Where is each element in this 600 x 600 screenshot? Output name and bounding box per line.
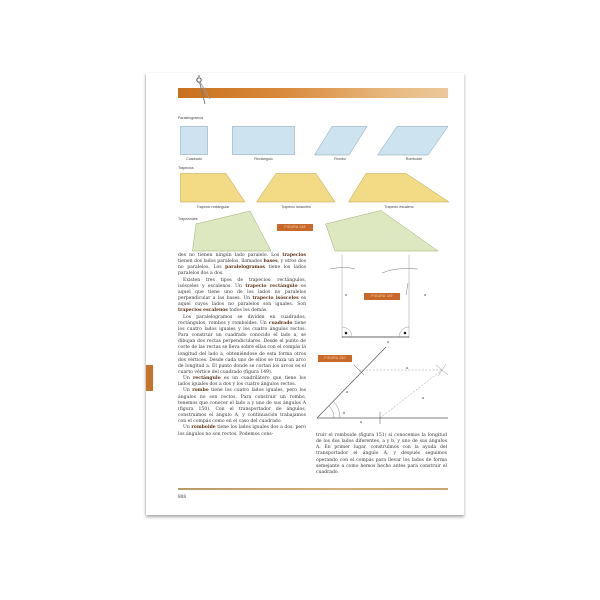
figure-149-tag: FIGURA 149 [364,293,400,300]
paragraph: Un rectángulo es un cuadrilátero que tiene los lados iguales dos a dos y los cuatro ángulos rectos. [178,376,306,388]
shape-rectangulo [232,126,298,156]
paragraph: Un rombo tiene los cuatro lados iguales, pero los ángulos no son rectos. Para construir un rombo, tenemos que conocer el lado a y uno de sus ángulos A (figura 150). Con el transportador de ángulos, construimos el ángulo A, y continuación trabajamos con el compás como en el caso del cuadrado. [178,388,306,425]
paragraph: des no tienen ningún lado paralelo. Los trapecios tienen dos lados paralelos, llamados bases, y otros dos no paralelos. Los paralelogramos tiene los lados paralelos dos a dos. [178,253,307,277]
shape-trapecio-escaleno [348,173,450,203]
text-column-right [316,433,447,476]
shape-trapecio-isosceles [256,173,336,203]
shape-trapezoide-2 [325,210,439,252]
compass-icon [193,75,213,105]
fig149-label-right: a [424,293,426,297]
page-number: 808 [178,494,186,499]
bold-term: paralelogramos [225,265,265,271]
section-title-trapecios: Trapecios [178,166,194,170]
section-title-trapezoides: Trapezoides [178,217,198,221]
bold-term: bases [263,259,278,265]
shape-cuadrado [180,126,210,156]
bold-term: rombo [192,388,209,394]
figure-148-tag: FIGURA 148 [277,224,313,231]
bold-term: rectángulo [193,376,221,382]
footer-rule [178,488,448,490]
shape-trapezoide-1 [192,210,272,252]
label-rombo: Rombo [334,157,346,161]
label-trapecio-escaleno: Trapecio escaleno [384,205,414,209]
bold-term: trapecios escalenos [178,308,228,314]
fig150-label-diag-left: a [346,390,348,394]
label-trapecio-isosceles: Trapecio isósceles [281,205,311,209]
fig150-label-angle: A [342,411,346,415]
label-trapecio-rectangular: Trapecio rectangular [196,205,230,209]
chapter-header-bar [178,88,448,98]
fig150-label-top: a [406,366,408,370]
bold-term: cuadrado [268,320,293,326]
paragraph: Los paralelogramos se dividen en cuadrados, rectángulos, rombos y romboides. Un cuadrado tiene los cuatro lados iguales y los cuatro ángulos rectos. Para construir un cuadrado conocido el lado a, se dibujan dos rectas perpendiculares. Desde el punto de corte de las rectas se lleva sobre ellas con el compás la longitud del lado a, obteniéndose de esta forma otros dos vértices. Desde cada uno de ellos se traza un arco de longitud a. El punto donde se cortan los arcos es el cuarto vértice del cuadrado (figura 149). [178,314,306,375]
label-cuadrado: Cuadrado [186,157,202,161]
figure-150-tag: FIGURA 150 [318,355,352,362]
shape-trapecio-rectangular [180,173,246,203]
fig149-label-bottom: a [387,340,389,344]
paragraph: truir el romboide (figura 151) si conocemos la longitud de los dos lados diferentes, a y b, y uno de sus ángulos A. En primer lugar, construimos con la ayuda del transportador el ángulo A, y después seguimos operando con el compás para llevar los lados de forma semejante a como hemos hecho antes para construir el cuadrado. [316,433,447,475]
paragraph: Existen tres tipos de trapecios: rectángulos, isósceles y escalenos. Un trapecio rectángulo es aquel que tiene uno de los lados no paralelos perpendicular a las bases. Un trapecio isósceles es aquel cuyos lados no paralelos son iguales. Son trapecios escalenos todos los demás. [178,277,306,314]
text-column-left [178,253,306,438]
bold-term: romboide [191,425,216,431]
bold-term: trapecio rectángulo [245,283,298,289]
bold-term: trapecio isósceles [252,296,299,302]
chapter-side-tab [146,365,153,391]
label-rectangulo: Rectángulo [254,157,273,161]
label-romboide: Romboide [405,157,423,161]
shape-rombo [314,126,368,156]
paragraph: Un romboide tiene los lados iguales dos a dos, pero los ángulos no son rectos. Podemos cons- [178,425,306,437]
fig150-label-bottom: a [360,420,362,424]
fig150-label-diag-right: a [422,396,424,400]
section-title-paralelogramos: Paralelogramos [178,116,204,120]
shape-romboide [377,126,449,156]
figure-149-square-construction [330,255,450,345]
fig149-label-left: a [345,293,347,297]
bold-term: trapecios [282,253,306,258]
figure-150-rhombus-construction [314,345,454,425]
